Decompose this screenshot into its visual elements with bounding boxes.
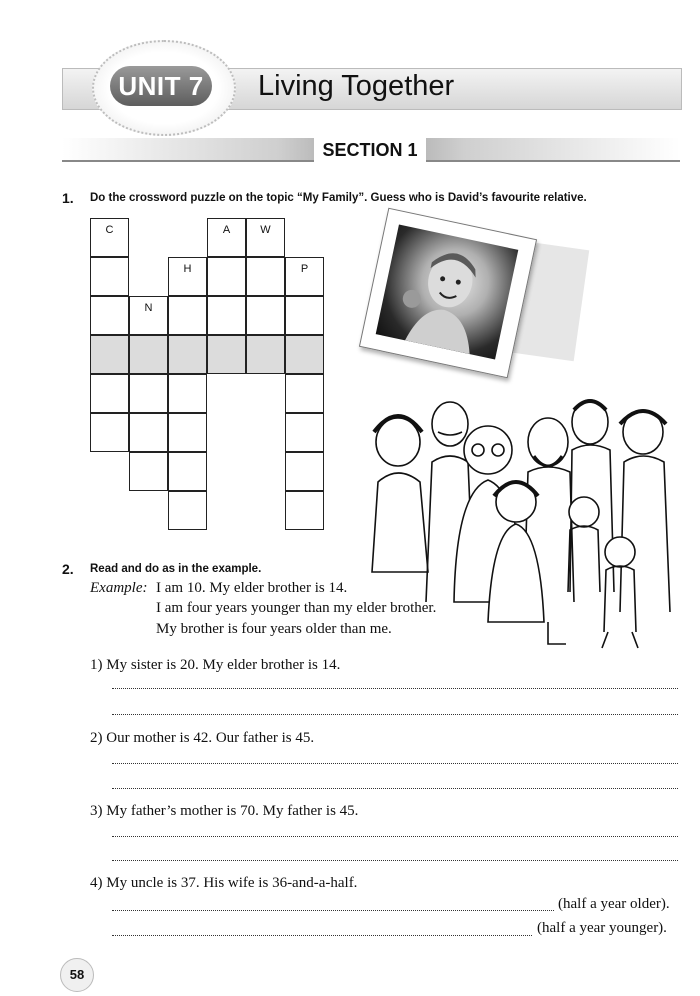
crossword-cell[interactable] [168,296,207,335]
example-line-2: I am four years younger than my elder brother. [156,600,437,616]
example-label: Example: [90,580,148,596]
unit-badge: UNIT 7 [110,66,212,106]
crossword-cell[interactable]: A [207,218,246,257]
crossword-cell[interactable] [168,452,207,491]
crossword-cell-highlighted[interactable] [207,335,246,374]
answer-line[interactable] [112,935,532,936]
crossword-cell[interactable] [285,374,324,413]
crossword-cell[interactable] [90,257,129,296]
crossword-cell[interactable] [90,296,129,335]
section-label: SECTION 1 [314,138,426,162]
crossword-cell[interactable]: C [90,218,129,257]
crossword-cell[interactable] [246,257,285,296]
crossword-cell-highlighted[interactable] [129,335,168,374]
hint-older: (half a year older). [558,896,670,912]
answer-line[interactable] [112,714,678,715]
crossword-cell[interactable] [285,413,324,452]
crossword-cell[interactable] [207,257,246,296]
crossword-cell[interactable] [129,452,168,491]
crossword-cell[interactable] [90,413,129,452]
crossword-cell[interactable] [285,452,324,491]
crossword-cell[interactable] [207,296,246,335]
example-line-1: I am 10. My elder brother is 14. [156,580,348,596]
task-1-number: 1. [62,190,74,206]
crossword-cell[interactable] [246,296,285,335]
crossword-cell[interactable]: N [129,296,168,335]
task-2-instruction: Read and do as in the example. [90,563,262,575]
crossword-cell-highlighted[interactable] [285,335,324,374]
crossword-cell[interactable]: H [168,257,207,296]
answer-line[interactable] [112,763,678,764]
exercise-item-2: 2) Our mother is 42. Our father is 45. [90,730,315,746]
crossword-cell[interactable] [168,374,207,413]
hint-younger: (half a year younger). [537,920,667,936]
exercise-item-3: 3) My father’s mother is 70. My father is 45. [90,803,359,819]
exercise-item-1: 1) My sister is 20. My elder brother is 14. [90,657,341,673]
task-1-instruction: Do the crossword puzzle on the topic “My Family”. Guess who is David’s favourite relative. [90,192,587,204]
example-line-3: My brother is four years older than me. [156,621,392,637]
crossword-cell[interactable] [285,491,324,530]
unit-title: Living Together [258,70,455,102]
answer-line[interactable] [112,910,554,911]
crossword-cell[interactable] [90,374,129,413]
crossword-cell[interactable] [168,413,207,452]
crossword-cell[interactable] [285,296,324,335]
answer-line[interactable] [112,860,678,861]
crossword-cell[interactable]: P [285,257,324,296]
crossword-cell[interactable] [129,413,168,452]
crossword-cell-highlighted[interactable] [168,335,207,374]
answer-line[interactable] [112,836,678,837]
exercise-item-4: 4) My uncle is 37. His wife is 36-and-a-half. [90,875,358,891]
task-2-number: 2. [62,561,74,577]
crossword-cell-highlighted[interactable] [90,335,129,374]
crossword-cell[interactable] [168,491,207,530]
crossword-cell[interactable]: W [246,218,285,257]
crossword-cell-highlighted[interactable] [246,335,285,374]
page-number: 58 [60,958,94,992]
answer-line[interactable] [112,788,678,789]
answer-line[interactable] [112,688,678,689]
crossword-cell[interactable] [129,374,168,413]
